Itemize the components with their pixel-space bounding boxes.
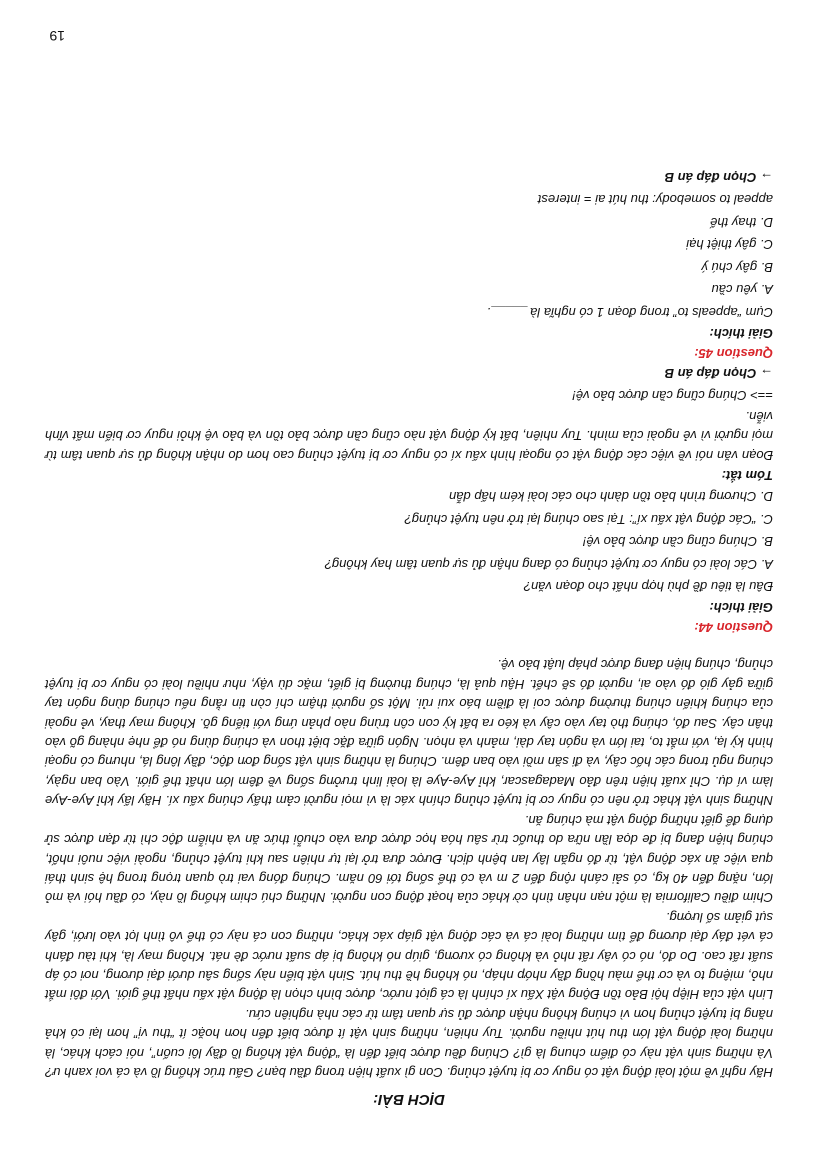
question-45-answer: → Chọn đáp án B (664, 169, 773, 185)
question-44-summary: Đoạn văn nói về việc các động vật có ngoại hình xấu xí có nguy cơ bị tuyệt chủng cao hơn do nhận không đủ sự quan tâm từ mọi người vì vẻ ngoài của mình. Tuy nhiên, bất kỳ động vật nào cũng cần được bảo tồn và bảo vệ khỏi nguy cơ biến mất vĩnh viễn. (45, 408, 773, 463)
question-44-conclusion: ==> Chúng cũng cần được bảo vệ! (572, 388, 773, 404)
translation-paragraph-4: Những sinh vật khác trở nên có nguy cơ bị tuyệt chủng chính xác là vì mọi người cảm thấy chúng xấu xí. Hãy lấy khỉ Aye-Aye làm ví dụ. Chỉ xuất hiện trên đảo Madagascar, khỉ Aye-Aye là loài linh trưởng sống về đêm lớn nhất thế giới. Vào ban ngày, chúng ngủ trong các hốc cây, và đi săn mồi vào ban đêm. Chúng là những sinh vật sống đơn độc, đầy lông lá, nhưng có ngoại hình kỳ lạ, với mắt to, tai lớn và ngón tay dài, mảnh và nhọn. Ngón giữa đặc biệt thon và chúng dùng nó để nhẹ nhàng gõ vào thân cây. Sau đó, chúng thò tay vào cây và kéo ra bất kỳ con côn trùng nào phản ứng với tiếng gõ. Không may thay, vẻ ngoài của chúng khiến chúng thường được coi là điềm báo xui rủi. Một số người thậm chí còn tin rằng nếu chúng dùng ngón tay giữa gảy gió đó vào ai, người đó sẽ chết. Hậu quả là, chúng thường bị giết, mặc dù vậy, như nhiều loài có nguy cơ bị tuyệt chủng, chúng hiện đang được pháp luật bảo vệ. (45, 657, 773, 809)
question-44-answer: → Chọn đáp án B (664, 365, 773, 381)
question-45-option-b: B. gây chú ý (701, 259, 773, 275)
spacer (45, 637, 773, 655)
section-title: DỊCH BÀI: (373, 1091, 445, 1108)
question-45-option-d: D. thay thế (710, 214, 773, 230)
question-44-stem: Đâu là tiêu đề phù hợp nhất cho đoạn văn? (523, 579, 773, 595)
translation-paragraph-1: Hãy nghĩ về một loài động vật có nguy cơ bị tuyệt chủng. Con gì xuất hiện trong đầu bạn? Gấu trúc khổng lồ và cá voi xanh ư? Và những sinh vật này có điểm chung là gì? Chúng đều được biết đến là “động vật khổng lồ đầy lôi cuốn”, nói cách khác, là những loài động vật lớn thu hút nhiều người. Tuy nhiên, những sinh vật ít được biết đến hơn hoặc ít “thu vị” hơn lại có khả năng bị tuyệt chủng hơn vì chúng không nhận được đủ sự quan tâm từ các nhà nghiên cứu. (45, 1006, 773, 1080)
question-44-option-a: A. Các loài có nguy cơ tuyệt chủng có đang nhận đủ sự quan tâm hay không? (324, 556, 773, 572)
question-45-stem: Cụm “appeals to” trong đoạn 1 có nghĩa là _____. (486, 304, 773, 320)
question-44-label: Question 44: (694, 620, 773, 636)
question-44-option-c: C. “Các động vật xấu xí”: Tại sao chúng lại trở nên tuyệt chủng? (404, 511, 773, 527)
question-45-label: Question 45: (694, 345, 773, 361)
question-45-explain-heading: Giải thích: (709, 325, 773, 341)
question-44-option-d: D. Chương trình bảo tồn dành cho các loài kém hấp dẫn (449, 489, 773, 505)
question-44-explain-heading: Giải thích: (709, 600, 773, 616)
translation-paragraph-3: Chim điều California là một nạn nhân tình cờ khác của hoạt động con người. Những chú chim khổng lồ này, có đầu hói và mỏ lớn, nặng đến 40 kg, có sải cánh rộng đến 2 m và có thể sống tới 60 năm. Chúng đóng vai trò quan trọng trong hệ sinh thái qua việc ăn xác động vật, từ đó ngăn lây lan bệnh dịch. Được đưa trở lại tự nhiên sau khi tuyệt chủng, ngoài việc nuôi nhốt, chúng hiện đang bị đe dọa lần nữa do thuốc trừ sâu hóa học được đưa vào chuỗi thức ăn và nhiễm độc chì từ đạn được sử dụng để giết những động vật mà chúng ăn. (45, 812, 773, 906)
question-45-option-a: A. yêu cầu (711, 282, 773, 298)
question-44-option-b: B. Chúng cũng cần được bảo vệ! (582, 534, 773, 550)
question-44-summary-heading: Tóm tắt: (721, 467, 773, 483)
page-number: 19 (49, 28, 65, 44)
content (45, 167, 773, 1108)
question-45-note: appeal to somebody: thu hút ai = interest (537, 192, 773, 208)
question-45-option-c: C. gây thiệt hại (686, 237, 773, 253)
translation-paragraph-2: Linh vật của Hiệp hội Bảo tồn Động vật Xấu xí chính là cá giọt nước, được bình chọn là động vật xấu nhất thế giới. Với đôi mắt nhỏ, miệng to và cơ thể màu hồng đầy nhớp nháp, nó không hề thu hút. Sinh vật biển này sống sâu dưới đại dương, nơi có áp suất rất cao. Do đó, nó có vây rất nhỏ và không có xương, giúp nó không bị áp suất nước đè nát. Không may là, khi tàu đánh cá vét đáy đại dương để tìm những loài cá và các động vật giáp xác khác, những con cá này có thể vô tình lọt vào lưới, gây sụt giảm số lượng. (45, 909, 773, 1003)
